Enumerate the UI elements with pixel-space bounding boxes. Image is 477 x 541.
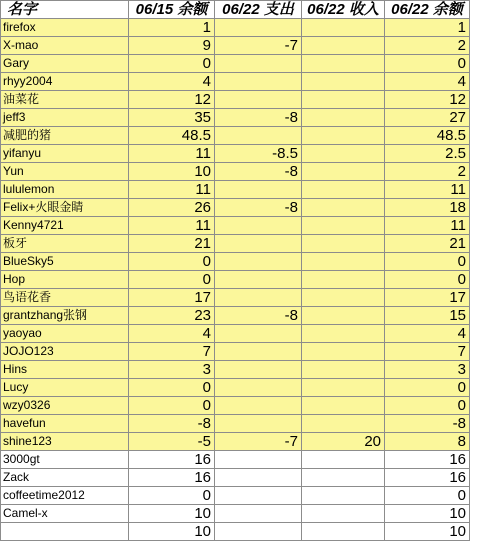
cell-balance-0622[interactable]: 2 [385, 37, 470, 55]
cell-name[interactable]: grantzhang张钢 [1, 307, 129, 325]
table-row [1, 19, 470, 37]
table-row [1, 379, 470, 397]
cell-balance-0615[interactable]: 23 [129, 307, 215, 325]
table-row [1, 37, 470, 55]
cell-income-0622[interactable] [302, 235, 385, 253]
cell-name[interactable]: Hins [1, 361, 129, 379]
cell-income-0622[interactable] [302, 307, 385, 325]
cell-name[interactable]: wzy0326 [1, 397, 129, 415]
cell-spend-0622[interactable]: -8.5 [215, 145, 302, 163]
cell-balance-0615[interactable]: 0 [129, 397, 215, 415]
cell-balance-0615[interactable]: 7 [129, 343, 215, 361]
cell-balance-0622[interactable]: 11 [385, 181, 470, 199]
cell-name[interactable]: X-mao [1, 37, 129, 55]
table-row [1, 145, 470, 163]
cell-name[interactable]: Kenny4721 [1, 217, 129, 235]
cell-name[interactable]: Lucy [1, 379, 129, 397]
cell-income-0622[interactable] [302, 361, 385, 379]
cell-name[interactable]: firefox [1, 19, 129, 37]
cell-balance-0622[interactable]: 1 [385, 19, 470, 37]
cell-balance-0622[interactable]: 0 [385, 253, 470, 271]
cell-spend-0622[interactable] [215, 469, 302, 487]
cell-balance-0615[interactable]: 17 [129, 289, 215, 307]
table-row [1, 55, 470, 73]
cell-balance-0615[interactable]: 16 [129, 469, 215, 487]
cell-balance-0622[interactable]: 4 [385, 325, 470, 343]
cell-income-0622[interactable] [302, 397, 385, 415]
cell-income-0622[interactable] [302, 379, 385, 397]
cell-name[interactable]: Gary [1, 55, 129, 73]
cell-income-0622[interactable] [302, 163, 385, 181]
cell-balance-0615[interactable]: 10 [129, 523, 215, 541]
cell-spend-0622[interactable] [215, 451, 302, 469]
cell-name[interactable]: Yun [1, 163, 129, 181]
cell-balance-0622[interactable]: 0 [385, 379, 470, 397]
cell-balance-0622[interactable]: 4 [385, 73, 470, 91]
table-row [1, 253, 470, 271]
cell-balance-0622[interactable]: 17 [385, 289, 470, 307]
cell-name[interactable]: 板牙 [1, 235, 129, 253]
cell-spend-0622[interactable] [215, 487, 302, 505]
cell-spend-0622[interactable]: -8 [215, 163, 302, 181]
cell-income-0622[interactable] [302, 289, 385, 307]
cell-name[interactable] [1, 523, 129, 541]
cell-income-0622[interactable] [302, 73, 385, 91]
cell-income-0622[interactable] [302, 271, 385, 289]
cell-balance-0615[interactable]: -5 [129, 433, 215, 451]
cell-income-0622[interactable] [302, 343, 385, 361]
cell-balance-0622[interactable]: 10 [385, 505, 470, 523]
table-row [1, 505, 470, 523]
cell-income-0622[interactable] [302, 487, 385, 505]
cell-income-0622[interactable] [302, 505, 385, 523]
cell-balance-0615[interactable]: 11 [129, 217, 215, 235]
cell-balance-0615[interactable]: 3 [129, 361, 215, 379]
cell-income-0622[interactable] [302, 451, 385, 469]
cell-spend-0622[interactable] [215, 505, 302, 523]
cell-spend-0622[interactable]: -8 [215, 199, 302, 217]
cell-name[interactable]: rhyy2004 [1, 73, 129, 91]
cell-balance-0615[interactable]: 9 [129, 37, 215, 55]
cell-spend-0622[interactable] [215, 415, 302, 433]
cell-spend-0622[interactable] [215, 325, 302, 343]
cell-balance-0615[interactable]: 12 [129, 91, 215, 109]
cell-balance-0615[interactable]: 0 [129, 271, 215, 289]
table-row [1, 271, 470, 289]
cell-spend-0622[interactable] [215, 343, 302, 361]
cell-balance-0622[interactable]: 0 [385, 55, 470, 73]
header-spend-0622[interactable]: 06/22 支出 [215, 1, 302, 19]
cell-balance-0622[interactable]: 11 [385, 217, 470, 235]
cell-balance-0622[interactable]: 12 [385, 91, 470, 109]
table-row [1, 127, 470, 145]
cell-spend-0622[interactable] [215, 523, 302, 541]
cell-income-0622[interactable] [302, 415, 385, 433]
cell-spend-0622[interactable] [215, 19, 302, 37]
cell-income-0622[interactable] [302, 325, 385, 343]
header-balance-0615[interactable]: 06/15 余额 [129, 1, 215, 19]
cell-spend-0622[interactable]: -8 [215, 109, 302, 127]
cell-spend-0622[interactable] [215, 289, 302, 307]
table-row [1, 469, 470, 487]
cell-spend-0622[interactable] [215, 397, 302, 415]
cell-balance-0622[interactable]: 15 [385, 307, 470, 325]
cell-name[interactable]: BlueSky5 [1, 253, 129, 271]
cell-name[interactable]: jeff3 [1, 109, 129, 127]
cell-balance-0622[interactable]: 3 [385, 361, 470, 379]
cell-name[interactable]: 3000gt [1, 451, 129, 469]
cell-income-0622[interactable]: 20 [302, 433, 385, 451]
cell-income-0622[interactable] [302, 253, 385, 271]
table-row [1, 361, 470, 379]
cell-name[interactable]: lululemon [1, 181, 129, 199]
cell-name[interactable]: coffeetime2012 [1, 487, 129, 505]
table-row [1, 73, 470, 91]
cell-name[interactable]: 鸟语花香 [1, 289, 129, 307]
cell-income-0622[interactable] [302, 91, 385, 109]
table-row [1, 181, 470, 199]
cell-spend-0622[interactable]: -7 [215, 433, 302, 451]
cell-balance-0615[interactable]: 4 [129, 73, 215, 91]
cell-spend-0622[interactable] [215, 361, 302, 379]
cell-spend-0622[interactable] [215, 379, 302, 397]
table-row [1, 433, 470, 451]
cell-name[interactable]: 油菜花 [1, 91, 129, 109]
table-row [1, 163, 470, 181]
cell-balance-0615[interactable]: 10 [129, 163, 215, 181]
cell-income-0622[interactable] [302, 469, 385, 487]
cell-name[interactable]: 减肥的猪 [1, 127, 129, 145]
cell-balance-0622[interactable]: 8 [385, 433, 470, 451]
table-row [1, 235, 470, 253]
cell-balance-0615[interactable]: 0 [129, 253, 215, 271]
cell-name[interactable]: Hop [1, 271, 129, 289]
cell-balance-0622[interactable]: 16 [385, 469, 470, 487]
sheet-body [1, 1, 470, 541]
cell-balance-0622[interactable]: 2 [385, 163, 470, 181]
table-row [1, 109, 470, 127]
table-row [1, 415, 470, 433]
cell-name[interactable]: yaoyao [1, 325, 129, 343]
header-balance-0622[interactable]: 06/22 余额 [385, 1, 470, 19]
cell-spend-0622[interactable] [215, 271, 302, 289]
cell-balance-0622[interactable]: 7 [385, 343, 470, 361]
cell-income-0622[interactable] [302, 127, 385, 145]
cell-balance-0615[interactable]: 16 [129, 451, 215, 469]
cell-balance-0615[interactable]: 11 [129, 145, 215, 163]
cell-balance-0622[interactable]: 2.5 [385, 145, 470, 163]
cell-name[interactable]: shine123 [1, 433, 129, 451]
cell-balance-0622[interactable]: 27 [385, 109, 470, 127]
cell-balance-0622[interactable]: 0 [385, 397, 470, 415]
cell-income-0622[interactable] [302, 109, 385, 127]
cell-balance-0622[interactable]: -8 [385, 415, 470, 433]
cell-balance-0615[interactable]: 35 [129, 109, 215, 127]
cell-balance-0622[interactable]: 48.5 [385, 127, 470, 145]
cell-spend-0622[interactable]: -8 [215, 307, 302, 325]
cell-balance-0615[interactable]: 4 [129, 325, 215, 343]
cell-income-0622[interactable] [302, 523, 385, 541]
header-income-0622[interactable]: 06/22 收入 [302, 1, 385, 19]
cell-balance-0615[interactable]: 21 [129, 235, 215, 253]
table-row [1, 199, 470, 217]
cell-name[interactable]: JOJO123 [1, 343, 129, 361]
cell-income-0622[interactable] [302, 181, 385, 199]
cell-balance-0615[interactable]: 26 [129, 199, 215, 217]
cell-name[interactable]: havefun [1, 415, 129, 433]
cell-balance-0615[interactable]: 11 [129, 181, 215, 199]
cell-name[interactable]: Zack [1, 469, 129, 487]
cell-balance-0615[interactable]: 10 [129, 505, 215, 523]
cell-balance-0615[interactable]: 48.5 [129, 127, 215, 145]
header-row [1, 1, 470, 19]
cell-name[interactable]: yifanyu [1, 145, 129, 163]
table-row [1, 91, 470, 109]
cell-spend-0622[interactable]: -7 [215, 37, 302, 55]
cell-spend-0622[interactable] [215, 253, 302, 271]
cell-balance-0622[interactable]: 0 [385, 271, 470, 289]
cell-spend-0622[interactable] [215, 127, 302, 145]
cell-spend-0622[interactable] [215, 217, 302, 235]
cell-balance-0622[interactable]: 18 [385, 199, 470, 217]
cell-name[interactable]: Felix+火眼金睛 [1, 199, 129, 217]
cell-balance-0615[interactable]: 0 [129, 487, 215, 505]
cell-spend-0622[interactable] [215, 91, 302, 109]
cell-balance-0615[interactable]: -8 [129, 415, 215, 433]
table-row [1, 487, 470, 505]
cell-spend-0622[interactable] [215, 181, 302, 199]
cell-balance-0622[interactable]: 10 [385, 523, 470, 541]
table-row [1, 523, 470, 541]
cell-balance-0615[interactable]: 1 [129, 19, 215, 37]
table-row [1, 217, 470, 235]
cell-balance-0622[interactable]: 16 [385, 451, 470, 469]
table-row [1, 289, 470, 307]
cell-income-0622[interactable] [302, 217, 385, 235]
table-row [1, 325, 470, 343]
cell-spend-0622[interactable] [215, 55, 302, 73]
cell-income-0622[interactable] [302, 37, 385, 55]
cell-name[interactable]: Camel-x [1, 505, 129, 523]
cell-income-0622[interactable] [302, 199, 385, 217]
cell-income-0622[interactable] [302, 55, 385, 73]
cell-spend-0622[interactable] [215, 235, 302, 253]
table-row [1, 397, 470, 415]
table-row [1, 307, 470, 325]
table-row [1, 451, 470, 469]
cell-balance-0615[interactable]: 0 [129, 55, 215, 73]
cell-income-0622[interactable] [302, 145, 385, 163]
table-row [1, 343, 470, 361]
cell-spend-0622[interactable] [215, 73, 302, 91]
header-name[interactable]: 名字 [1, 1, 129, 19]
cell-balance-0615[interactable]: 0 [129, 379, 215, 397]
cell-balance-0622[interactable]: 0 [385, 487, 470, 505]
cell-income-0622[interactable] [302, 19, 385, 37]
cell-balance-0622[interactable]: 21 [385, 235, 470, 253]
